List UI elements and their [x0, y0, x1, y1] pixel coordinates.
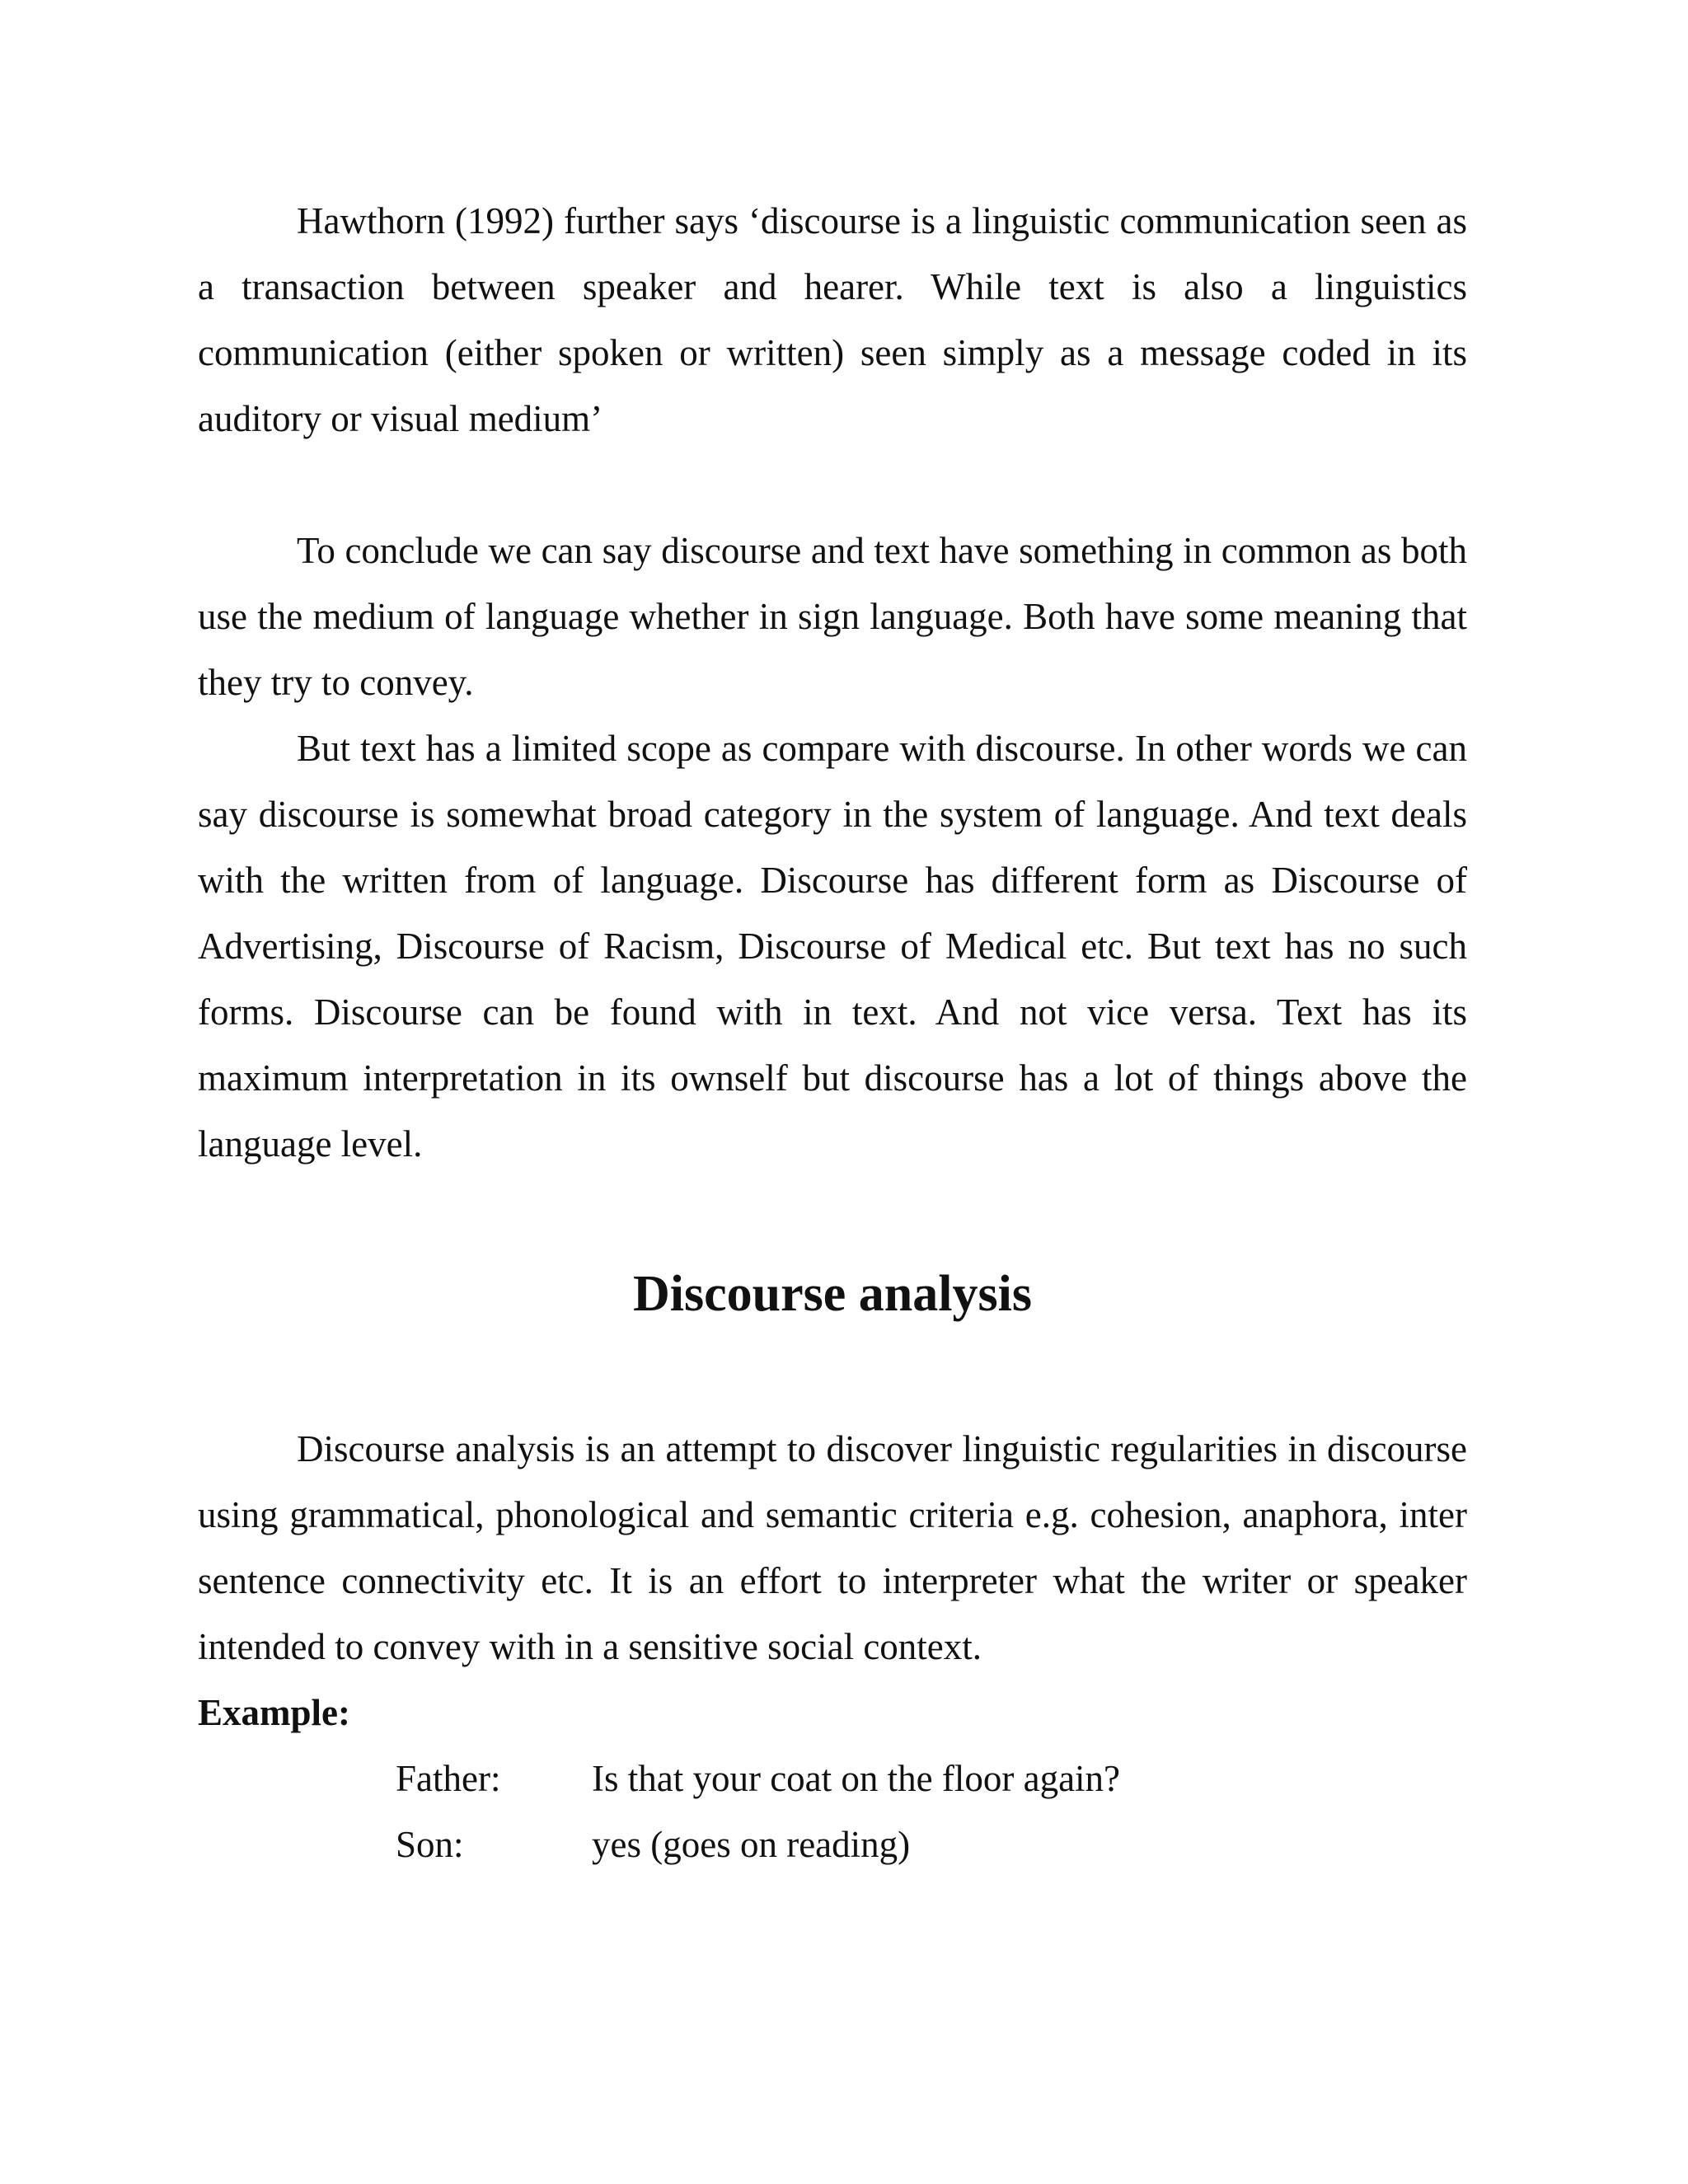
dialogue-line — [396, 1811, 1385, 1877]
paragraph-hawthorn-quote: Hawthorn (1992) further says ‘discourse is a linguistic communication seen as a transaction between speaker and hearer. While text is also a linguistics communication (either spoken or written) seen simply as a message coded in its auditory or visual medium’ — [198, 200, 1467, 439]
example-label: Example: — [198, 1692, 350, 1733]
paragraph-text-scope: But text has a limited scope as compare with discourse. In other words we can say discourse is somewhat broad category in the system of language. And text deals with the written from of language. Discourse has different form as Discourse of Advertising, Discourse of Racism, Discourse of Medical etc. But text has no such forms. Discourse can be found with in text. And not vice versa. Text has its maximum interpretation in its ownself but discourse has a lot of things above the language level. — [198, 728, 1467, 1165]
dialogue-speaker: Son: — [396, 1824, 464, 1865]
dialogue-utterance: yes (goes on reading) — [592, 1824, 911, 1865]
dialogue-speaker: Father: — [396, 1758, 501, 1799]
paragraph-conclusion: To conclude we can say discourse and text have something in common as both use the medium of language whether in sign language. Both have some meaning that they try to convey. — [198, 530, 1467, 703]
section-heading: Discourse analysis — [633, 1266, 1032, 1322]
paragraph-discourse-analysis-definition: Discourse analysis is an attempt to discover linguistic regularities in discourse using grammatical, phonological and semantic criteria e.g. cohesion, anaphora, inter sentence connectivity etc. It is an effort to interpreter what the writer or speaker intended to convey with in a sensitive social context. — [198, 1428, 1467, 1667]
dialogue-line — [396, 1746, 1385, 1811]
dialogue-utterance: Is that your coat on the floor again? — [592, 1758, 1121, 1799]
